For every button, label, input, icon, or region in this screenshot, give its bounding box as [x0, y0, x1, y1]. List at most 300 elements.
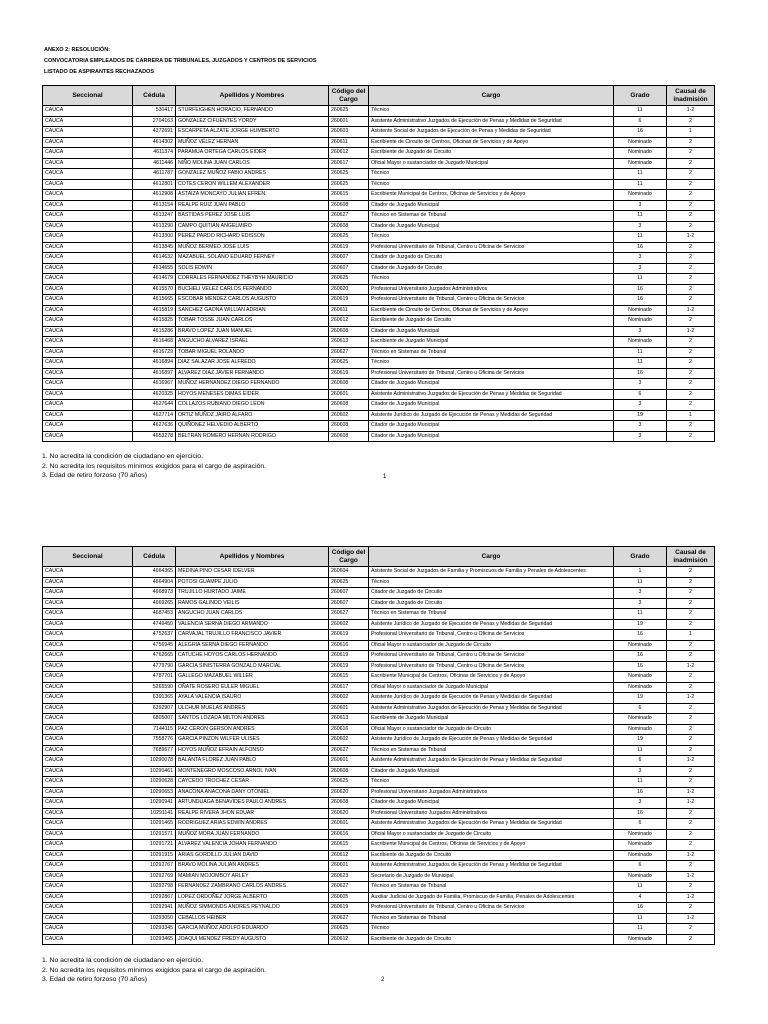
grado-cell: 19 [614, 619, 667, 630]
footnote-3: 3. Edad de retiro forzoso (70 años) [42, 472, 148, 479]
table-row [43, 137, 715, 148]
col-header-cargo: Cargo [369, 547, 614, 567]
cargo-cell: Técnico [369, 777, 614, 788]
codigo-cell: 260613 [329, 337, 369, 348]
codigo-cell: 260627 [329, 882, 369, 893]
cedula-cell: 10290628 [133, 777, 176, 788]
cedula-cell: 10290941 [133, 798, 176, 809]
table-row [43, 924, 715, 935]
seccional-cell: CAUCA [43, 221, 133, 232]
causal-cell: 2 [667, 316, 715, 327]
codigo-cell: 260608 [329, 798, 369, 809]
rejected-applicants-table [42, 546, 715, 945]
seccional-cell: CAUCA [43, 787, 133, 798]
nombres-cell: ARTUNDUAGA BENAVIDES PAULO ANDRES [176, 798, 329, 809]
cargo-cell: Profesional Universitario de Tribunal, Centro u Oficina de Servicios [369, 368, 614, 379]
seccional-cell: CAUCA [43, 850, 133, 861]
codigo-cell: 260616 [329, 724, 369, 735]
nombres-cell: SOLIS EDWIN [176, 263, 329, 274]
seccional-cell: CAUCA [43, 284, 133, 295]
seccional-cell: CAUCA [43, 661, 133, 672]
cedula-cell: 4762665 [133, 651, 176, 662]
grado-cell: 3 [614, 421, 667, 432]
cedula-cell: 4614679 [133, 274, 176, 285]
nombres-cell: ANGUCHO JUAN CARLOS [176, 609, 329, 620]
codigo-cell: 260619 [329, 661, 369, 672]
seccional-cell: CAUCA [43, 148, 133, 159]
grado-cell: 11 [614, 777, 667, 788]
cargo-cell: Técnico en Sistemas de Tribunal [369, 609, 614, 620]
grado-cell: 11 [614, 882, 667, 893]
seccional-cell: CAUCA [43, 619, 133, 630]
nombres-cell: DIAZ SALAZAR JOSE ALFREDO [176, 358, 329, 369]
seccional-cell: CAUCA [43, 735, 133, 746]
cedula-cell: 4614655 [133, 263, 176, 274]
cedula-cell: 10291721 [133, 840, 176, 851]
cargo-cell: Asistente Social de Juzgados de Familia y Promiscuos de Familia y Penales de Adolescentes [369, 567, 614, 578]
causal-cell: 2 [667, 934, 715, 945]
grado-cell: Nominado [614, 840, 667, 851]
causal-cell: 1-2 [667, 798, 715, 809]
codigo-cell: 260619 [329, 630, 369, 641]
cedula-cell: 4616897 [133, 368, 176, 379]
codigo-cell: 260608 [329, 421, 369, 432]
cedula-cell: 530417 [133, 106, 176, 117]
codigo-cell: 260627 [329, 347, 369, 358]
nombres-cell: ALVAREZ VALENCIA JOHAN FERNANDO [176, 840, 329, 851]
nombres-cell: STURFEIGHEN HORACIO, FERNANDO [176, 106, 329, 117]
grado-cell: 3 [614, 431, 667, 442]
table-row [43, 263, 715, 274]
seccional-cell: CAUCA [43, 347, 133, 358]
nombres-cell: NIÑO MOLINA JUAN CARLOS [176, 158, 329, 169]
codigo-cell: 260607 [329, 598, 369, 609]
seccional-cell: CAUCA [43, 714, 133, 725]
cedula-cell: 10293345 [133, 924, 176, 935]
table-row [43, 577, 715, 588]
nombres-cell: HOYOS MENESES DIMAS EIDER [176, 389, 329, 400]
codigo-cell: 260608 [329, 766, 369, 777]
cedula-cell: 4620325 [133, 389, 176, 400]
seccional-cell: CAUCA [43, 871, 133, 882]
cargo-cell: Citador de Juzgado Municipal [369, 379, 614, 390]
table-row [43, 200, 715, 211]
cargo-cell: Asistente Administrativo Juzgados de Ejecución de Penas y Medidas de Seguridad [369, 861, 614, 872]
table-row [43, 127, 715, 138]
codigo-cell: 260608 [329, 326, 369, 337]
cedula-cell: 4613154 [133, 200, 176, 211]
cargo-cell: Asistente Administrativo Juzgados de Ejecución de Penas y Medidas de Seguridad [369, 389, 614, 400]
nombres-cell: MAMIAN MOJOMBOY ARLEY [176, 871, 329, 882]
causal-cell: 2 [667, 808, 715, 819]
codigo-cell: 260603 [329, 127, 369, 138]
cargo-cell: Oficial Mayor o sustanciador de Juzgado de Circuito [369, 640, 614, 651]
grado-cell: 3 [614, 253, 667, 264]
table-row [43, 798, 715, 809]
cargo-cell: Asistente Jurídico de Juzgado de Ejecución de Penas y Medidas de Seguridad [369, 410, 614, 421]
grado-cell: Nominado [614, 724, 667, 735]
causal-cell: 2 [667, 598, 715, 609]
codigo-cell: 260607 [329, 263, 369, 274]
table-row [43, 106, 715, 117]
nombres-cell: RODRIGUEZ ARIAS EDWIN ANDRES [176, 819, 329, 830]
seccional-cell: CAUCA [43, 913, 133, 924]
cedula-cell: 4752637 [133, 630, 176, 641]
codigo-cell: 260616 [329, 640, 369, 651]
table-row [43, 567, 715, 578]
cargo-cell: Escribiente de Juzgado Municipal [369, 714, 614, 725]
grado-cell: 16 [614, 242, 667, 253]
table-row [43, 588, 715, 599]
causal-cell: 2 [667, 682, 715, 693]
nombres-cell: ASTAIZA MONCAYO JULIAN EFREN [176, 190, 329, 201]
seccional-cell: CAUCA [43, 756, 133, 767]
cargo-cell: Profesional Universitario de Tribunal, Centro u Oficina de Servicios [369, 651, 614, 662]
col-header-cedula: Cédula [133, 547, 176, 567]
table-row [43, 787, 715, 798]
grado-cell: 16 [614, 661, 667, 672]
cedula-cell: 4613247 [133, 211, 176, 222]
nombres-cell: PAZ CERON GERSON ANDRES [176, 724, 329, 735]
table-row [43, 882, 715, 893]
cedula-cell: 10293465 [133, 934, 176, 945]
table-row [43, 379, 715, 390]
cargo-cell: Profesional Universitario de Tribunal, Centro u Oficina de Servicios [369, 903, 614, 914]
table-row [43, 682, 715, 693]
cedula-cell: 4611787 [133, 169, 176, 180]
table-header-row [43, 547, 715, 567]
table-row [43, 661, 715, 672]
causal-cell: 1-2 [667, 850, 715, 861]
nombres-cell: ESCOBAR MENDEZ CARLOS AUGUSTO [176, 295, 329, 306]
grado-cell: 6 [614, 756, 667, 767]
table-row [43, 735, 715, 746]
cargo-cell: Profesional Universitario de Tribunal, Centro u Oficina de Servicios [369, 295, 614, 306]
seccional-cell: CAUCA [43, 745, 133, 756]
codigo-cell: 260617 [329, 158, 369, 169]
nombres-cell: CATUCHE HOYOS CARLOS HERNANDO [176, 651, 329, 662]
cargo-cell: Citador de Juzgado de Circuito [369, 263, 614, 274]
table-row [43, 724, 715, 735]
grado-cell: 16 [614, 630, 667, 641]
codigo-cell: 260612 [329, 850, 369, 861]
nombres-cell: GONZALEZ MUÑOZ FABIO ANDRES [176, 169, 329, 180]
grado-cell: Nominado [614, 850, 667, 861]
codigo-cell: 260625 [329, 274, 369, 285]
causal-cell: 2 [667, 253, 715, 264]
footnotes [42, 452, 266, 481]
codigo-cell: 260619 [329, 242, 369, 253]
grado-cell: 11 [614, 179, 667, 190]
causal-cell: 2 [667, 577, 715, 588]
seccional-cell: CAUCA [43, 127, 133, 138]
cedula-cell: 4611446 [133, 158, 176, 169]
grado-cell: 16 [614, 295, 667, 306]
causal-cell: 2 [667, 640, 715, 651]
table-row [43, 934, 715, 945]
grado-cell: Nominado [614, 934, 667, 945]
codigo-cell: 260616 [329, 829, 369, 840]
causal-cell: 2 [667, 190, 715, 201]
cargo-cell: Citador de Juzgado Municipal [369, 798, 614, 809]
causal-cell: 2 [667, 337, 715, 348]
causal-cell: 2 [667, 179, 715, 190]
seccional-cell: CAUCA [43, 389, 133, 400]
grado-cell: 11 [614, 913, 667, 924]
codigo-cell: 260627 [329, 609, 369, 620]
causal-cell: 2 [667, 368, 715, 379]
table-row [43, 703, 715, 714]
causal-cell: 2 [667, 619, 715, 630]
cargo-cell: Escribiente de Juzgado de Circuito [369, 148, 614, 159]
causal-cell: 2 [667, 651, 715, 662]
codigo-cell: 260602 [329, 410, 369, 421]
seccional-cell: CAUCA [43, 190, 133, 201]
seccional-cell: CAUCA [43, 840, 133, 851]
seccional-cell: CAUCA [43, 640, 133, 651]
seccional-cell: CAUCA [43, 253, 133, 264]
table-row [43, 179, 715, 190]
table-row [43, 693, 715, 704]
nombres-cell: ALVAREZ DIAZ JAVIER FERNANDO [176, 368, 329, 379]
causal-cell: 2 [667, 861, 715, 872]
cargo-cell: Técnico [369, 924, 614, 935]
causal-cell: 2 [667, 274, 715, 285]
causal-cell: 1-2 [667, 913, 715, 924]
codigo-cell: 260608 [329, 379, 369, 390]
col-header-causal: Causal de inadmisión [667, 547, 715, 567]
causal-cell: 2 [667, 431, 715, 442]
cedula-cell: 6391365 [133, 693, 176, 704]
seccional-cell: CAUCA [43, 179, 133, 190]
codigo-cell: 260617 [329, 682, 369, 693]
causal-cell: 2 [667, 158, 715, 169]
codigo-cell: 260602 [329, 735, 369, 746]
seccional-cell: CAUCA [43, 295, 133, 306]
seccional-cell: CAUCA [43, 211, 133, 222]
causal-cell: 2 [667, 211, 715, 222]
cedula-cell: 10292941 [133, 903, 176, 914]
seccional-cell: CAUCA [43, 263, 133, 274]
seccional-cell: CAUCA [43, 777, 133, 788]
seccional-cell: CAUCA [43, 598, 133, 609]
causal-cell: 2 [667, 284, 715, 295]
seccional-cell: CAUCA [43, 410, 133, 421]
seccional-cell: CAUCA [43, 672, 133, 683]
cargo-cell: Técnico [369, 358, 614, 369]
grado-cell: 3 [614, 798, 667, 809]
cedula-cell: 10293050 [133, 913, 176, 924]
cedula-cell: 4627714 [133, 410, 176, 421]
table-row [43, 871, 715, 882]
grado-cell: 19 [614, 735, 667, 746]
codigo-cell: 260607 [329, 253, 369, 264]
cargo-cell: Asistente Administrativo Juzgados de Ejecución de Penas y Medidas de Seguridad [369, 116, 614, 127]
nombres-cell: PARAMUA ORTEGA CARLOS EIDER [176, 148, 329, 159]
codigo-cell: 260625 [329, 106, 369, 117]
seccional-cell: CAUCA [43, 400, 133, 411]
seccional-cell: CAUCA [43, 200, 133, 211]
codigo-cell: 260620 [329, 787, 369, 798]
seccional-cell: CAUCA [43, 242, 133, 253]
col-header-cargo: Cargo [369, 86, 614, 106]
cargo-cell: Citador de Juzgado Municipal [369, 200, 614, 211]
grado-cell: 6 [614, 819, 667, 830]
seccional-cell: CAUCA [43, 158, 133, 169]
seccional-cell: CAUCA [43, 609, 133, 620]
seccional-cell: CAUCA [43, 431, 133, 442]
seccional-cell: CAUCA [43, 106, 133, 117]
causal-cell: 2 [667, 819, 715, 830]
footnotes [42, 956, 266, 985]
codigo-cell: 260611 [329, 137, 369, 148]
grado-cell: 16 [614, 368, 667, 379]
nombres-cell: BELTRAN ROMERO HERNAN RODRIGO [176, 431, 329, 442]
seccional-cell: CAUCA [43, 577, 133, 588]
grado-cell: Nominado [614, 714, 667, 725]
cargo-cell: Técnico [369, 232, 614, 243]
codigo-cell: 260615 [329, 190, 369, 201]
seccional-cell: CAUCA [43, 693, 133, 704]
cargo-cell: Citador de Juzgado de Circuito [369, 588, 614, 599]
nombres-cell: GARCIA PINZON WILFER ULISES [176, 735, 329, 746]
cedula-cell: 4749450 [133, 619, 176, 630]
causal-cell: 2 [667, 745, 715, 756]
grado-cell: 11 [614, 106, 667, 117]
codigo-cell: 260620 [329, 284, 369, 295]
causal-cell: 2 [667, 829, 715, 840]
seccional-cell: CAUCA [43, 924, 133, 935]
table-row [43, 829, 715, 840]
grado-cell: 11 [614, 274, 667, 285]
nombres-cell: MUÑOZ MORA JUAN FERNANDO [176, 829, 329, 840]
nombres-cell: TOBAR TOSSE JUAN CARLOS [176, 316, 329, 327]
causal-cell: 1 [667, 127, 715, 138]
causal-cell: 1-2 [667, 693, 715, 704]
causal-cell: 1-2 [667, 106, 715, 117]
grado-cell: 11 [614, 358, 667, 369]
causal-cell: 2 [667, 903, 715, 914]
codigo-cell: 260619 [329, 368, 369, 379]
cargo-cell: Escribiente Municipal de Centros, Oficinas de Servicios y de Apoyo [369, 840, 614, 851]
cedula-cell: 7558776 [133, 735, 176, 746]
convocatoria-line: CONVOCATORIA EMPLEADOS DE CARRERA DE TRIBUNALES, JUZGADOS Y CENTROS DE SERVICIOS [44, 58, 317, 64]
causal-cell: 2 [667, 777, 715, 788]
cargo-cell: Asistente Administrativo Juzgados de Ejecución de Penas y Medidas de Seguridad [369, 819, 614, 830]
nombres-cell: OÑATE ROSERO EULER MIGUEL [176, 682, 329, 693]
table-row [43, 756, 715, 767]
codigo-cell: 260601 [329, 819, 369, 830]
causal-cell: 1-2 [667, 787, 715, 798]
cedula-cell: 10292767 [133, 861, 176, 872]
table-row [43, 672, 715, 683]
nombres-cell: REALPE RIVERA JHON EDUAR [176, 808, 329, 819]
causal-cell: 2 [667, 567, 715, 578]
nombres-cell: COTES CERON WILLEM ALEXANDER [176, 179, 329, 190]
table-row [43, 651, 715, 662]
grado-cell: Nominado [614, 158, 667, 169]
table-row [43, 421, 715, 432]
grado-cell: 3 [614, 221, 667, 232]
seccional-cell: CAUCA [43, 819, 133, 830]
cargo-cell: Auxiliar Judicial de Juzgado de Familia, Promiscuo de Familia, Penales de Adolescentes [369, 892, 614, 903]
grado-cell: Nominado [614, 640, 667, 651]
table-row [43, 169, 715, 180]
cedula-cell: 4664365 [133, 567, 176, 578]
table-header-row [43, 86, 715, 106]
codigo-cell: 260608 [329, 400, 369, 411]
footnote-2: 2. No acredita los requisitos mínimos exigidos para el cargo de aspiración. [42, 462, 267, 470]
codigo-cell: 260623 [329, 871, 369, 882]
causal-cell: 2 [667, 347, 715, 358]
grado-cell: 3 [614, 598, 667, 609]
codigo-cell: 260619 [329, 295, 369, 306]
causal-cell: 1 [667, 410, 715, 421]
table-row [43, 913, 715, 924]
nombres-cell: COLLAZOS RUBIANO DIEGO LEON [176, 400, 329, 411]
codigo-cell: 260627 [329, 211, 369, 222]
cedula-cell: 4615825 [133, 316, 176, 327]
grado-cell: 11 [614, 609, 667, 620]
cedula-cell: 4613845 [133, 242, 176, 253]
cargo-cell: Profesional Universitario Juzgados Administrativos [369, 787, 614, 798]
cedula-cell: 4687453 [133, 609, 176, 620]
cargo-cell: Escribiente de Circuito de Centros, Oficinas de Servicios y de Apoyo [369, 305, 614, 316]
nombres-cell: QUIÑONEZ HELVEDIO ALBERTO [176, 421, 329, 432]
nombres-cell: MONTENEGRO MOSCOSO ARNOL IVAN [176, 766, 329, 777]
col-header-cedula: Cédula [133, 86, 176, 106]
cedula-cell: 4612908 [133, 190, 176, 201]
table-row [43, 903, 715, 914]
cargo-cell: Oficial Mayor o sustanciador de Juzgado Municipal [369, 158, 614, 169]
nombres-cell: BUCHELI VELEZ CARLOS FERNANDO [176, 284, 329, 295]
grado-cell: 11 [614, 347, 667, 358]
table-row [43, 148, 715, 159]
causal-cell: 2 [667, 137, 715, 148]
seccional-cell: CAUCA [43, 882, 133, 893]
nombres-cell: SANCHEZ GAONA WILLIAN ADRIAN [176, 305, 329, 316]
table-row [43, 221, 715, 232]
seccional-cell: CAUCA [43, 169, 133, 180]
grado-cell: 3 [614, 588, 667, 599]
causal-cell: 2 [667, 400, 715, 411]
table-row [43, 808, 715, 819]
table-row [43, 316, 715, 327]
seccional-cell: CAUCA [43, 337, 133, 348]
seccional-cell: CAUCA [43, 316, 133, 327]
grado-cell: 3 [614, 200, 667, 211]
cargo-cell: Asistente Jurídico de Juzgado de Ejecución de Penas y Medidas de Seguridad [369, 693, 614, 704]
col-header-codigo: Código del Cargo [329, 547, 369, 567]
seccional-cell: CAUCA [43, 861, 133, 872]
nombres-cell: MUÑOZ BERMEO JOSE LUIS [176, 242, 329, 253]
grado-cell: Nominado [614, 337, 667, 348]
table-row [43, 232, 715, 243]
table-row [43, 305, 715, 316]
grado-cell: 1 [614, 567, 667, 578]
cedula-cell: 10291571 [133, 829, 176, 840]
causal-cell: 2 [667, 200, 715, 211]
cedula-cell: 4616894 [133, 358, 176, 369]
nombres-cell: TRUJILLO HURTADO JAIME [176, 588, 329, 599]
codigo-cell: 260601 [329, 756, 369, 767]
seccional-cell: CAUCA [43, 421, 133, 432]
grado-cell: 11 [614, 169, 667, 180]
nombres-cell: BASTIDAS PEREZ JOSE LUIS [176, 211, 329, 222]
cargo-cell: Citador de Juzgado Municipal [369, 400, 614, 411]
table-row [43, 347, 715, 358]
seccional-cell: CAUCA [43, 137, 133, 148]
